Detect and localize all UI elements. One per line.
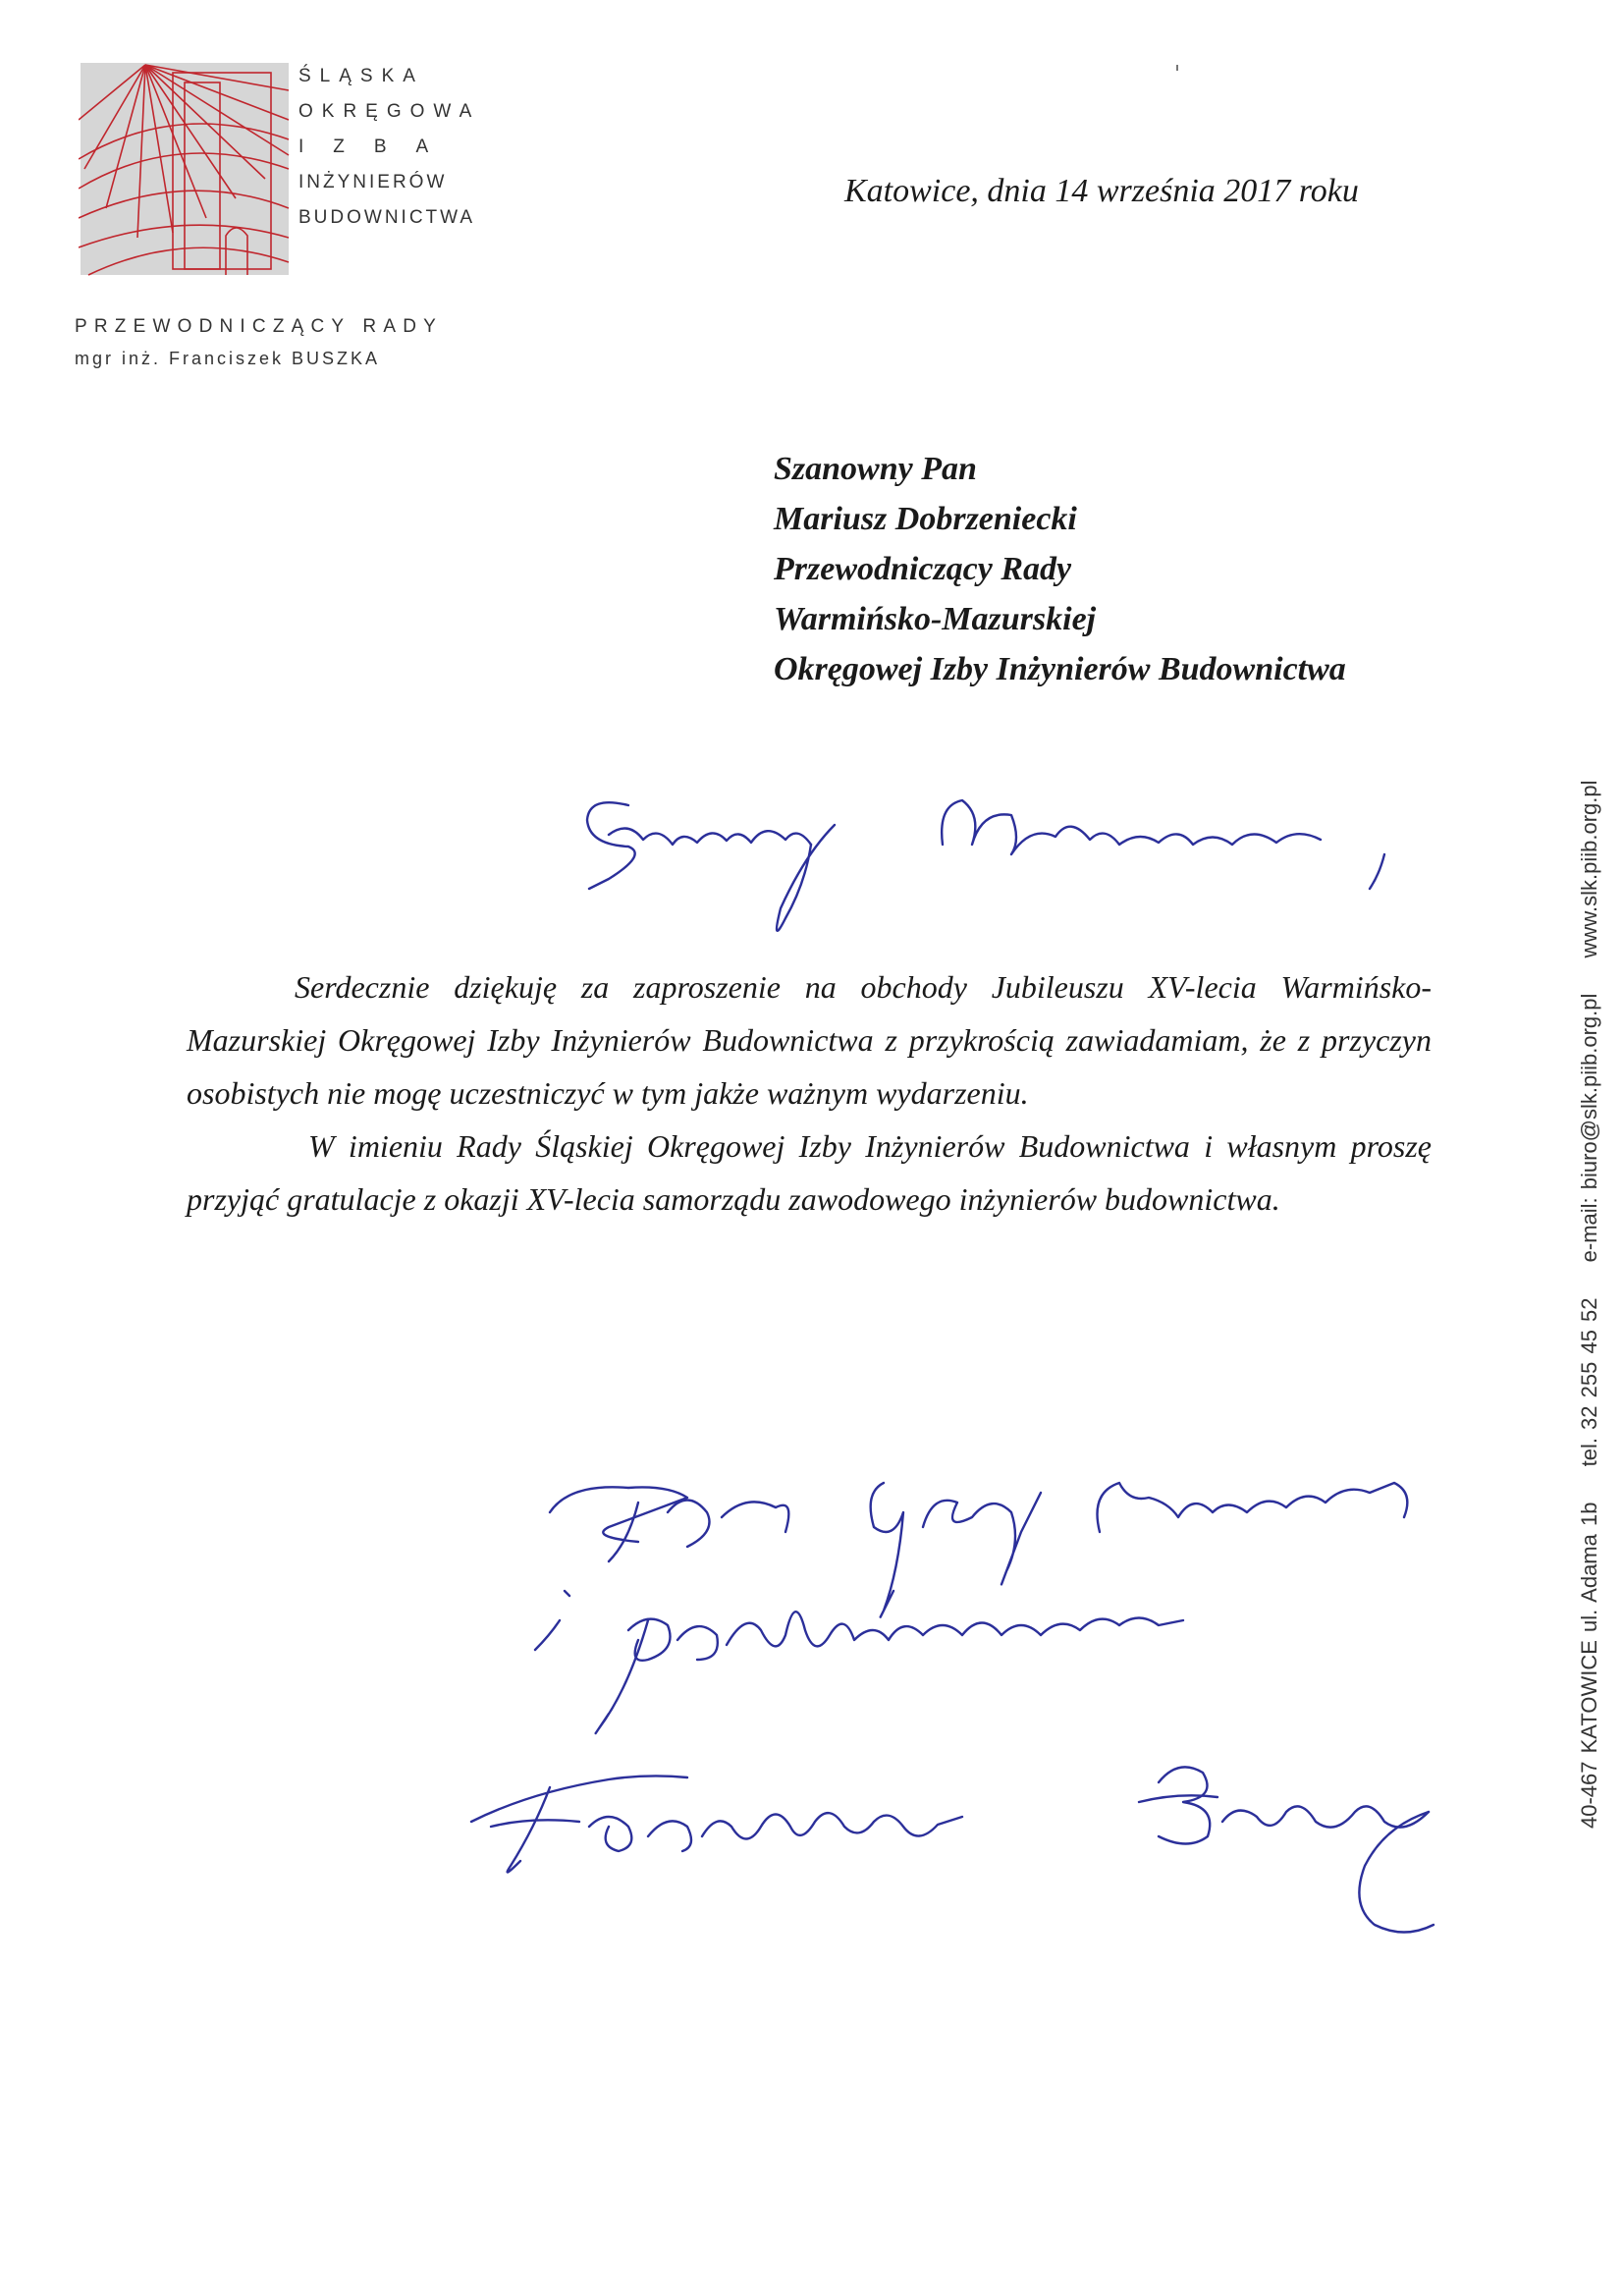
logo-line-2: OKRĘGOWA — [298, 101, 481, 122]
sender-name: mgr inż. Franciszek BUSZKA — [75, 349, 381, 368]
contact-phone: tel. 32 255 45 52 — [1577, 1297, 1601, 1467]
logo-wordmark — [298, 59, 514, 236]
logo-line-4: INŻYNIERÓW — [298, 172, 448, 192]
recipient-line-salutation: Szanowny Pan — [774, 451, 977, 487]
sender-role: PRZEWODNICZĄCY RADY — [75, 316, 444, 337]
body-paragraph-2: W imieniu Rady Śląskiej Okręgowej Izby Inżynierów Budownictwa i własnym proszę przyjąć gratulacje z okazji XV-lecia samorządu zawodowego inżynierów budownictwa. — [187, 1128, 1432, 1217]
logo-emblem-icon — [79, 61, 291, 277]
contact-email[interactable]: e-mail: biuro@slk.piib.org.pl — [1577, 993, 1601, 1263]
contact-website[interactable]: www.slk.piib.org.pl — [1577, 780, 1601, 958]
recipient-line-name: Mariusz Dobrzeniecki — [774, 501, 1077, 537]
handwritten-signature-drawing — [471, 1767, 1434, 1932]
handwritten-closing-line1-drawing — [550, 1483, 1407, 1617]
logo-line-3: IZBA — [298, 137, 459, 157]
handwritten-closing-line2-drawing — [535, 1591, 1183, 1733]
scan-speck — [1176, 65, 1178, 71]
recipient-line-organization: Okręgowej Izby Inżynierów Budownictwa — [774, 651, 1346, 687]
sender-title-block — [75, 310, 487, 373]
letter-body — [187, 960, 1432, 1226]
recipient-address — [774, 444, 1461, 694]
recipient-line-title: Przewodniczący Rady — [774, 551, 1072, 587]
body-paragraph-1: Serdecznie dziękuję za zaproszenie na obchody Jubileuszu XV-lecia Warmińsko-Mazurskiej Okręgowej Izby Inżynierów Budownictwa z przykrością zawiadamiam, że z przyczyn osobistych nie mogę uczestniczyć w tym jakże ważnym wydarzeniu. — [187, 969, 1432, 1111]
letter-date: Katowice, dnia 14 września 2017 roku — [844, 173, 1359, 209]
contact-address: 40-467 KATOWICE ul. Adama 1b — [1577, 1502, 1601, 1829]
contact-sidebar — [1577, 753, 1602, 1830]
handwritten-greeting-drawing — [587, 800, 1384, 931]
logo-line-1: ŚLĄSKA — [298, 66, 424, 86]
organization-logo — [79, 61, 291, 277]
logo-line-5: BUDOWNICTWA — [298, 207, 476, 228]
recipient-line-region: Warmińsko-Mazurskiej — [774, 601, 1097, 637]
